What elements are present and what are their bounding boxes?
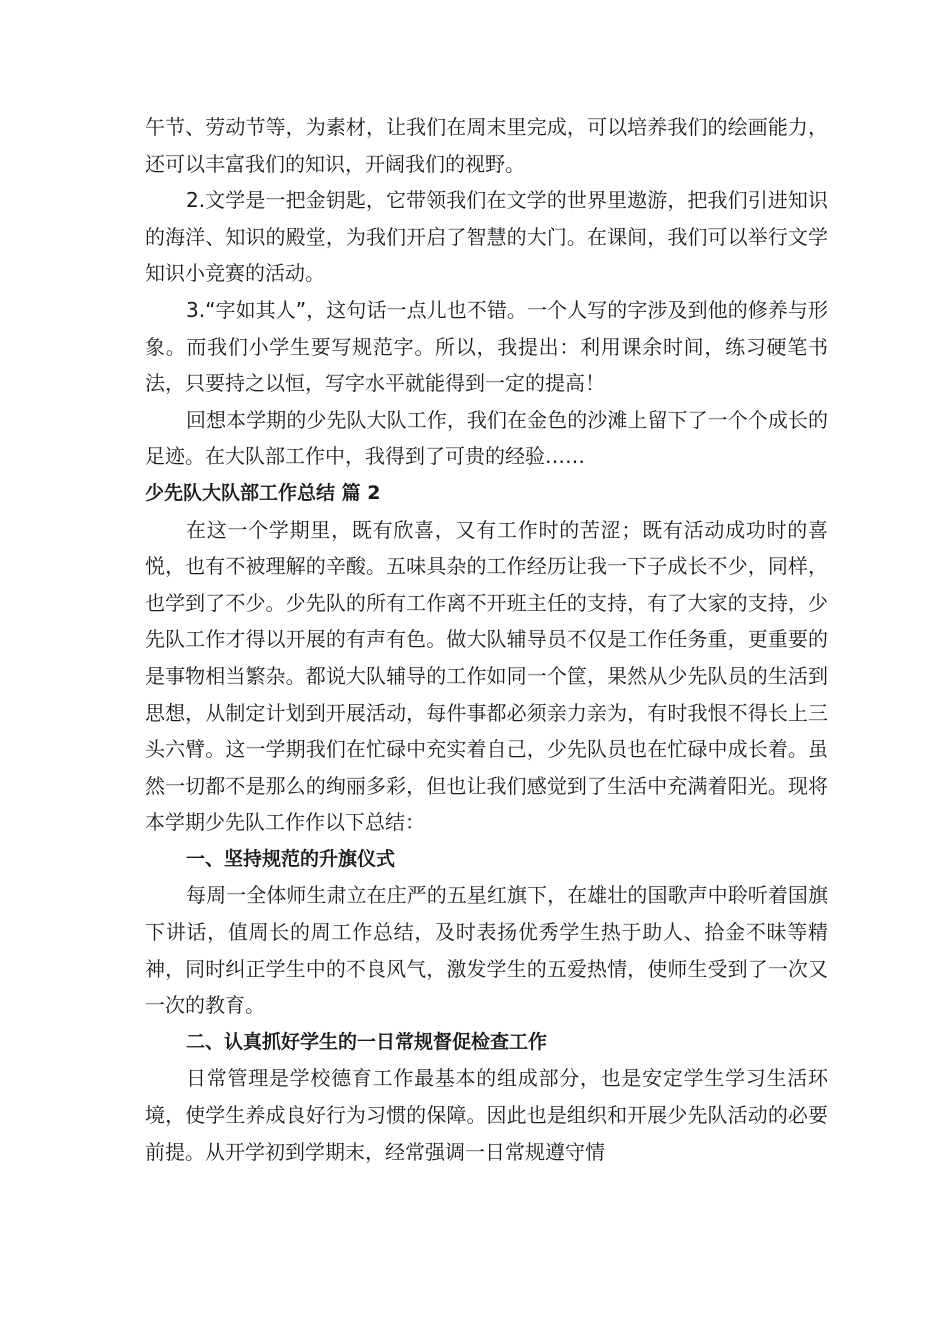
paragraph-flag-ceremony: 每周一全体师生肃立在庄严的五星红旗下，在雄壮的国歌声中聆听着国旗下讲话，值周长的周工作总结，及时表扬优秀学生热于助人、拾金不昧等精神，同时纠正学生中的不良风气，激发学生的五爱热情，使师生受到了一次又一次的教育。: [145, 883, 828, 1018]
paragraph-intro-continuation: 午节、劳动节等，为素材，让我们在周末里完成，可以培养我们的绘画能力，还可以丰富我们的知识，开阔我们的视野。: [145, 115, 828, 176]
paragraph-daily-routine: 日常管理是学校德育工作最基本的组成部分，也是安定学生学习生活环境，使学生养成良好行为习惯的保障。因此也是组织和开展少先队活动的必要前提。从开学初到学期末，经常强调一日常规遵守情: [145, 1066, 828, 1164]
paragraph-summary-intro: 在这一个学期里，既有欣喜，又有工作时的苦涩；既有活动成功时的喜悦，也有不被理解的辛酸。五味具杂的工作经历让我一下子成长不少，同样，也学到了不少。少先队的所有工作离不开班主任的支持，有了大家的支持，少先队工作才得以开展的有声有色。做大队辅导员不仅是工作任务重，更重要的是事物相当繁杂。都说大队辅导的工作如同一个筐，果然从少先队员的生活到思想，从制定计划到开展活动，每件事都必须亲力亲为，有时我恨不得长上三头六臂。这一学期我们在忙碌中充实着自己，少先队员也在忙碌中成长着。虽然一切都不是那么的绚丽多彩，但也让我们感觉到了生活中充满着阳光。现将本学期少先队工作作以下总结：: [145, 517, 828, 835]
section-heading: 少先队大队部工作总结 篇 2: [145, 481, 381, 504]
document-page: [145, 109, 828, 1170]
paragraph-reflection: 回想本学期的少先队大队工作，我们在金色的沙滩上留下了一个个成长的足迹。在大队部工作中，我得到了可贵的经验……: [145, 407, 828, 469]
subheading-flag-ceremony: 一、坚持规范的升旗仪式: [186, 847, 396, 870]
subheading-daily-routine: 二、认真抓好学生的一日常规督促检查工作: [186, 1030, 548, 1053]
paragraph-item-2: 2.文学是一把金钥匙，它带领我们在文学的世界里遨游，把我们引进知识的海洋、知识的殿堂，为我们开启了智慧的大门。在课间，我们可以举行文学知识小竞赛的活动。: [145, 188, 828, 286]
paragraph-item-3: 3.“字如其人”，这句话一点儿也不错。一个人写的字涉及到他的修养与形象。而我们小学生要写规范字。所以，我提出：利用课余时间，练习硬笔书法，只要持之以恒，写字水平就能得到一定的提高！: [145, 297, 828, 396]
